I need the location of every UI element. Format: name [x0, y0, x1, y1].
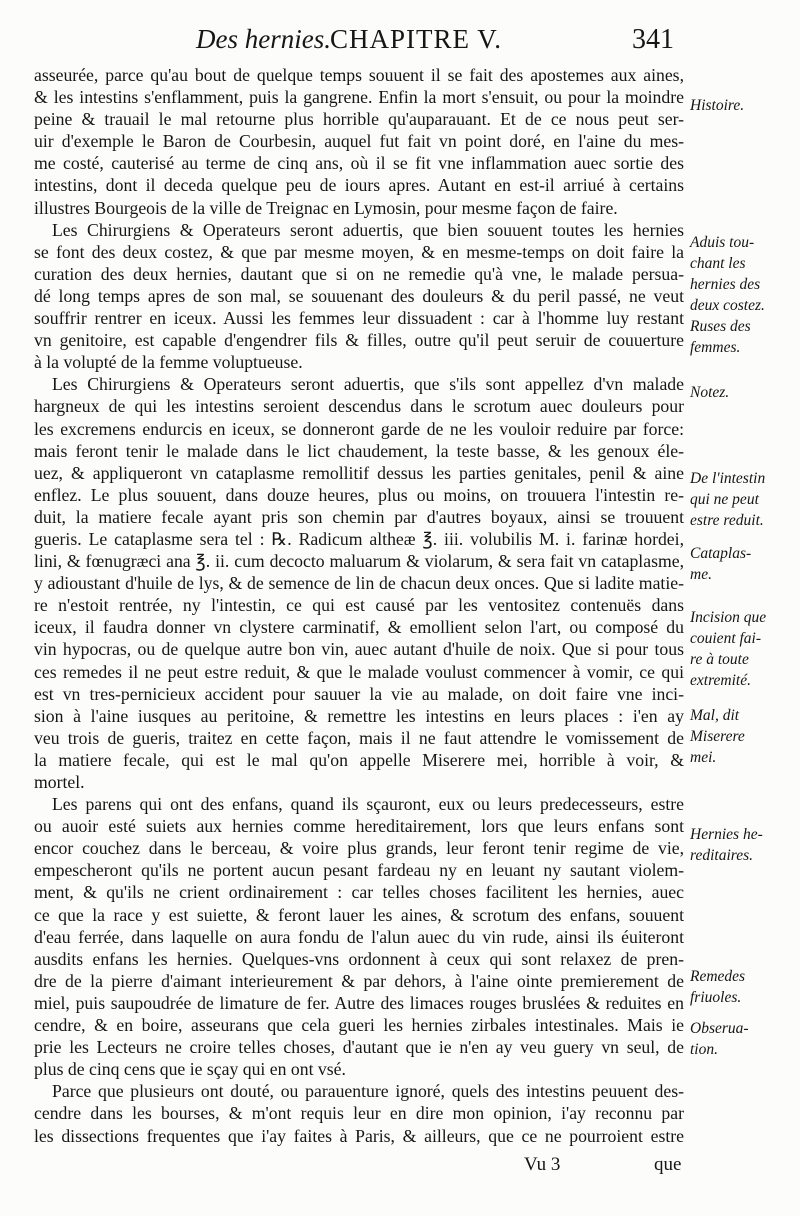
- margin-note-line: Obserua-: [690, 1020, 749, 1037]
- text-line: me costé, cauterisé au terme de cinq ans, où il se fit vne inflammation auec sortie des: [34, 153, 684, 174]
- margin-note-line: deux costez.: [690, 297, 765, 314]
- text-line: sion à l'aine iusques au peritoine, & remettre les intestins en leurs places : i'en ay: [34, 705, 684, 726]
- text-line: vin hypocras, ou de quelque autre bon vin, auec autant d'huile de noix. Que si pour tous: [34, 639, 684, 660]
- text-line: Les Chirurgiens & Operateurs seront aduertis, que bien souuent toutes les hernies: [52, 219, 684, 240]
- margin-note-line: Notez.: [690, 384, 730, 401]
- page-footer: [0, 1154, 800, 1184]
- text-line: à la volupté de la femme voluptueuse.: [34, 352, 303, 373]
- signature-mark: Vu 3: [524, 1154, 561, 1175]
- margin-note-line: friuoles.: [690, 989, 742, 1006]
- text-line: dre de la pierre d'aimant interieurement & par dehors, à l'aine ointe premierement de: [34, 970, 684, 991]
- text-line: Les Chirurgiens & Operateurs seront aduertis, que s'ils sont appellez d'vn malade: [52, 374, 684, 395]
- text-line: illustres Bourgeois de la ville de Treignac en Lymosin, pour mesme façon de faire.: [34, 197, 618, 218]
- margin-note-line: femmes.: [690, 339, 741, 356]
- text-line: peine & trauail le mal retourne plus horrible qu'auparauant. Et de ce nous peut ser-: [34, 109, 684, 130]
- text-line: ou auoir esté suiets aux hernies comme hereditairement, lors que leurs enfans sont: [34, 816, 684, 837]
- margin-note-line: Remedes: [690, 968, 746, 985]
- text-line: se font des deux costez, & que par mesme moyen, & en mesme-temps on doit faire la: [34, 241, 684, 262]
- text-line: souffrir rentrer en iceux. Aussi les femmes leur dissuadent : car à l'homme luy restant: [34, 308, 684, 329]
- catchword: que: [654, 1154, 682, 1175]
- text-line: veu trois de gueris, traitez en cette façon, mais il ne faut attendre le vomissement de: [34, 727, 684, 748]
- margin-note: [690, 705, 798, 768]
- margin-note-line: Incision que: [690, 609, 767, 626]
- text-line: les excremens endurcis en iceux, se donneront garde de ne les vouloir reduire par force:: [34, 418, 684, 439]
- text-line: Les parens qui ont des enfans, quand ils sçauront, eux ou leurs predecesseurs, estre: [52, 794, 684, 815]
- text-line: ment, & qu'ils ne crient ordinairement : car telles choses facilitent les hernies, auec: [34, 882, 684, 903]
- margin-note-line: hernies des: [690, 276, 761, 293]
- text-line: Parce que plusieurs ont douté, ou parauenture ignoré, quels des intestins peuuent des-: [52, 1081, 684, 1102]
- running-title: Des hernies.: [196, 24, 331, 54]
- margin-note-line: Cataplas-: [690, 545, 752, 562]
- text-line: curation des deux hernies, dautant que si on ne remedie qu'à vne, le malade persua-: [34, 263, 684, 284]
- margin-note: [690, 607, 798, 691]
- text-line: cendre, & en boire, asseurans que cela gueri les hernies zirbales intestinales. Mais ie: [34, 1015, 684, 1036]
- text-line: uez, & appliqueront vn cataplasme remollitif dessus les parties genitales, penil & aine: [34, 462, 684, 483]
- margin-note-line: me.: [690, 566, 712, 583]
- text-line: y adioustant d'huile de lys, & de semence de lin de chacun deux onces. Que si ladite matie-: [34, 573, 684, 594]
- margin-note: [690, 468, 798, 531]
- margin-note: [690, 95, 798, 116]
- text-line: mortel.: [34, 772, 85, 792]
- chapter-heading: CHAPITRE V.: [330, 24, 503, 54]
- text-line: plus de cinq cens que ie sçay qui en ont vsé.: [34, 1059, 346, 1080]
- text-line: la matiere fecale, qui est le mal qu'on appelle Miserere mei, horrible à voir, &: [34, 749, 684, 770]
- margin-note-line: extremité.: [690, 672, 751, 689]
- page-header: [0, 18, 800, 58]
- margin-note: [690, 1018, 798, 1060]
- margin-note: [690, 966, 798, 1008]
- margin-note: [690, 232, 798, 358]
- margin-note-line: couient fai-: [690, 630, 762, 647]
- text-line: miel, puis saupoudrée de limature de fer. Autre des limaces rouges bruslées & reduites en: [34, 992, 684, 1013]
- margin-note-line: chant les: [690, 255, 746, 272]
- text-line: les dissections frequentes que i'ay faites à Paris, & ailleurs, que ce ne pourroient estre: [34, 1125, 684, 1146]
- text-line: cendre dans les bourses, & m'ont requis leur en dire mon opinion, i'ay reconnu par: [34, 1103, 684, 1124]
- page-number: 341: [632, 24, 674, 55]
- text-line: est vn tres-pernicieux accident pour sauuer la vie au malade, on doit faire vne inci-: [34, 683, 684, 704]
- text-line: & les intestins s'enflamment, puis la gangrene. Enfin la mort s'ensuit, ou pour la moindre: [34, 87, 684, 108]
- text-line: gueris. Le cataplasme sera tel : ℞. Radicum altheæ ℥. iii. volubilis M. i. farinæ hordei,: [34, 528, 684, 549]
- text-line: prie les Lecteurs ne croire telles choses, d'autant que ie n'en ay veu guery vn seul, de: [34, 1037, 684, 1058]
- margin-note-line: estre reduit.: [690, 512, 764, 529]
- margin-note-line: Mal, dit: [690, 707, 740, 724]
- text-line: ce que la race y est suiette, & feront lauer les aines, & scrotum des enfans, souuent: [34, 904, 684, 925]
- margin-note-line: De l'intestin: [690, 470, 766, 487]
- text-line: empescheront qu'ils ne portent aucun pesant fardeau ny en leuant ny sautant violem-: [34, 860, 684, 881]
- margin-note: [690, 543, 798, 585]
- margin-note-line: tion.: [690, 1041, 718, 1058]
- text-line: enflez. Le plus souuent, dans douze heures, plus ou moins, on trouuera l'intestin re-: [34, 484, 684, 505]
- text-line: ausdits enfans les hernies. Quelques-vns ordonnent à ceux qui sont relaxez de pren-: [34, 948, 684, 969]
- text-line: hargneux de qui les intestins seroient descendus dans le scrotum auec douleurs pour: [34, 396, 684, 417]
- text-line: asseurée, parce qu'au bout de quelque temps souuent il se fait des apostemes aux aines,: [34, 65, 684, 85]
- text-line: dé long temps apres de son mal, se souuenant des douleurs & du peril passé, ne veut: [34, 285, 684, 306]
- text-line: duit, la matiere fecale ayant pris son chemin par d'autres boyaux, ainsi se trouuent: [34, 506, 684, 527]
- text-line: ces remedes il ne peut estre reduit, & que le malade voulust commencer à vomir, ce qui: [34, 661, 684, 682]
- margin-note-line: re à toute: [690, 651, 749, 668]
- margin-note-line: qui ne peut: [690, 491, 759, 508]
- text-line: encor couchez dans le berceau, & voire plus grands, leur feront tenir regime de vie,: [34, 838, 684, 859]
- text-line: re n'estoit rentrée, ny l'intestin, ce qui est causé par les ventositez contenuës dans: [34, 595, 684, 616]
- text-line: vn genitoire, est capable d'engendrer fils & filles, outre qu'il peut seruir de couuerture: [34, 330, 684, 351]
- margin-note-line: reditaires.: [690, 847, 753, 864]
- text-line: uir d'exemple le Baron de Courbesin, auquel fut fait vn point doré, en l'aine du mes-: [34, 131, 684, 152]
- margin-note: [690, 382, 798, 403]
- text-line: mais feront tenir le malade dans le lict chaudement, la teste basse, & les genoux éle-: [34, 440, 684, 461]
- margin-note-line: mei.: [690, 749, 717, 766]
- text-line: iceux, il faudra donner vn clystere carminatif, & emollient selon l'art, ou composé du: [34, 617, 684, 638]
- margin-note-line: Hernies he-: [690, 826, 763, 843]
- margin-note-line: Ruses des: [690, 318, 751, 335]
- margin-note: [690, 824, 798, 866]
- text-line: intestins, dont il deceda quelque peu de iours apres. Autant en est-il arriué à certains: [34, 175, 684, 196]
- margin-note-line: Aduis tou-: [690, 234, 755, 251]
- main-text: [34, 64, 684, 1147]
- text-line: lini, & fœnugræci ana ℥. ii. cum decocto maluarum & violarum, & sera fait vn cataplasme,: [34, 551, 684, 572]
- margin-note-line: Miserere: [690, 728, 745, 745]
- margin-note-line: Histoire.: [690, 97, 745, 114]
- text-line: d'eau ferrée, dans laquelle on aura fondu de l'alun auec du vin rude, ainsi ils éuiteront: [34, 926, 684, 947]
